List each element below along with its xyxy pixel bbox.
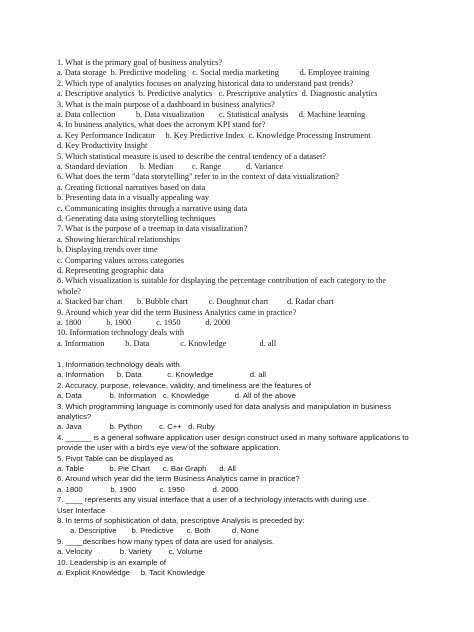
question-line: 2. Which type of analytics focuses on analyzing historical data to understand past trends? [57,78,354,88]
answer-options: a. Data collection b. Data visualization c. Statistical analysis d. Machine learning [57,110,366,119]
answer-option: c. Communicating insights through a narrative using data [57,203,248,213]
answer-options: a. Descriptive b. Predictive c. Both d. None [70,526,259,536]
question-line: 3. Which programming language is commonly used for data analysis and manipulation in business [57,401,392,411]
answer-options: a. Descriptive analytics b. Predictive analytics c. Prescriptive analytics d. Diagnostic analytics [57,89,378,99]
answer-option: d. Generating data using storytelling techniques [57,214,216,223]
answer-options: a. Stacked bar chart b. Bubble chart c. Doughnut chart d. Radar chart [57,297,334,307]
answer-options: a. Key Performance Indicator b. Key Predictive Index c. Knowledge Processing Instrument [57,130,371,140]
question-line: 9. Around which year did the term Business Analytics came in practice? [57,307,297,317]
question-line: 10. Leadership is an example of [57,557,166,567]
answer-option: b. Presenting data in a visually appealing way [57,193,210,203]
answer-options: d. Key Productivity Insight [57,141,148,151]
answer-options: a. Information b. Data c. Knowledge d. all [57,370,266,380]
question-line: 9. ____describes how many types of data are used for analysis. [57,536,275,546]
question-line: 5. Pivot Table can be displayed as [57,453,174,463]
question-line-continued: provide the user with a bird’s eye view of the software application. [57,443,281,453]
answer-options: a. Data b. Information c. Knowledge d. All of the above [57,391,296,401]
question-line: 4. In business analytics, what does the acronym KPI stand for? [57,120,266,130]
answer-option: a. Showing hierarchical relationships [57,234,181,244]
answer-options: a. Explicit Knowledge b. Tacit Knowledge [57,568,206,577]
question-line: 4. ______ is a general software application user design construct used in many software applications to [57,432,409,442]
question-line: 10. Information technology deals with [57,328,184,338]
answer-option: c. Comparing values across categories [57,255,184,265]
answer-options: a. Standard deviation b. Median c. Range d. Variance [57,162,284,171]
question-line: 8. Which visualization is suitable for displaying the percentage contribution of each category to the [57,276,387,286]
answer-options: a. 1800 b. 1900 c. 1950 d. 2000 [57,318,231,327]
question-line: 6. Around which year did the term Business Analytics came in practice? [57,474,300,484]
question-line: 5. Which statistical measure is used to describe the central tendency of a dataset? [57,151,326,161]
answer-options: a. Velocity b. Variety c. Volume [57,547,203,557]
answer-options: a. Information b. Data c. Knowledge d. all [57,338,277,348]
question-line: 8. In terms of sophistication of data, prescriptive Analysis is preceded by: [57,516,305,525]
answer-options: a. Java b. Python c. C++ d. Ruby [57,422,215,432]
answer-option: d. Representing geographic data [57,266,164,275]
answer-option: b. Displaying trends over time [57,245,158,255]
question-line: 1. What is the primary goal of business analytics? [57,58,223,67]
answer-text: User Interface [57,505,106,515]
answer-option: a. Creating fictional narratives based on data [57,182,206,192]
answer-options: a. Table b. Pie Chart c. Bar Graph d. All [57,464,236,473]
question-line: 1. Information technology deals with [57,360,180,369]
answer-options: a. 1800 b. 1900 c. 1950 d. 2000 [57,484,239,494]
answer-options: a. Data storage b. Predictive modeling c. Social media marketing d. Employee training [57,68,370,78]
question-line-continued: whole? [57,286,81,296]
question-line: 3. What is the main purpose of a dashboard in business analytics? [57,99,275,109]
question-line: 2. Accuracy, purpose, relevance, validity, and timeliness are the features of [57,380,311,390]
question-line-continued: analytics? [57,412,92,421]
question-line: 6. What does the term "data storytelling" refer to in the context of data visualization? [57,172,339,182]
question-line: 7. What is the purpose of a treemap in data visualization? [57,224,248,234]
question-line: 7. ____ represents any visual interface that a user of a technology interacts with during use. [57,495,369,505]
